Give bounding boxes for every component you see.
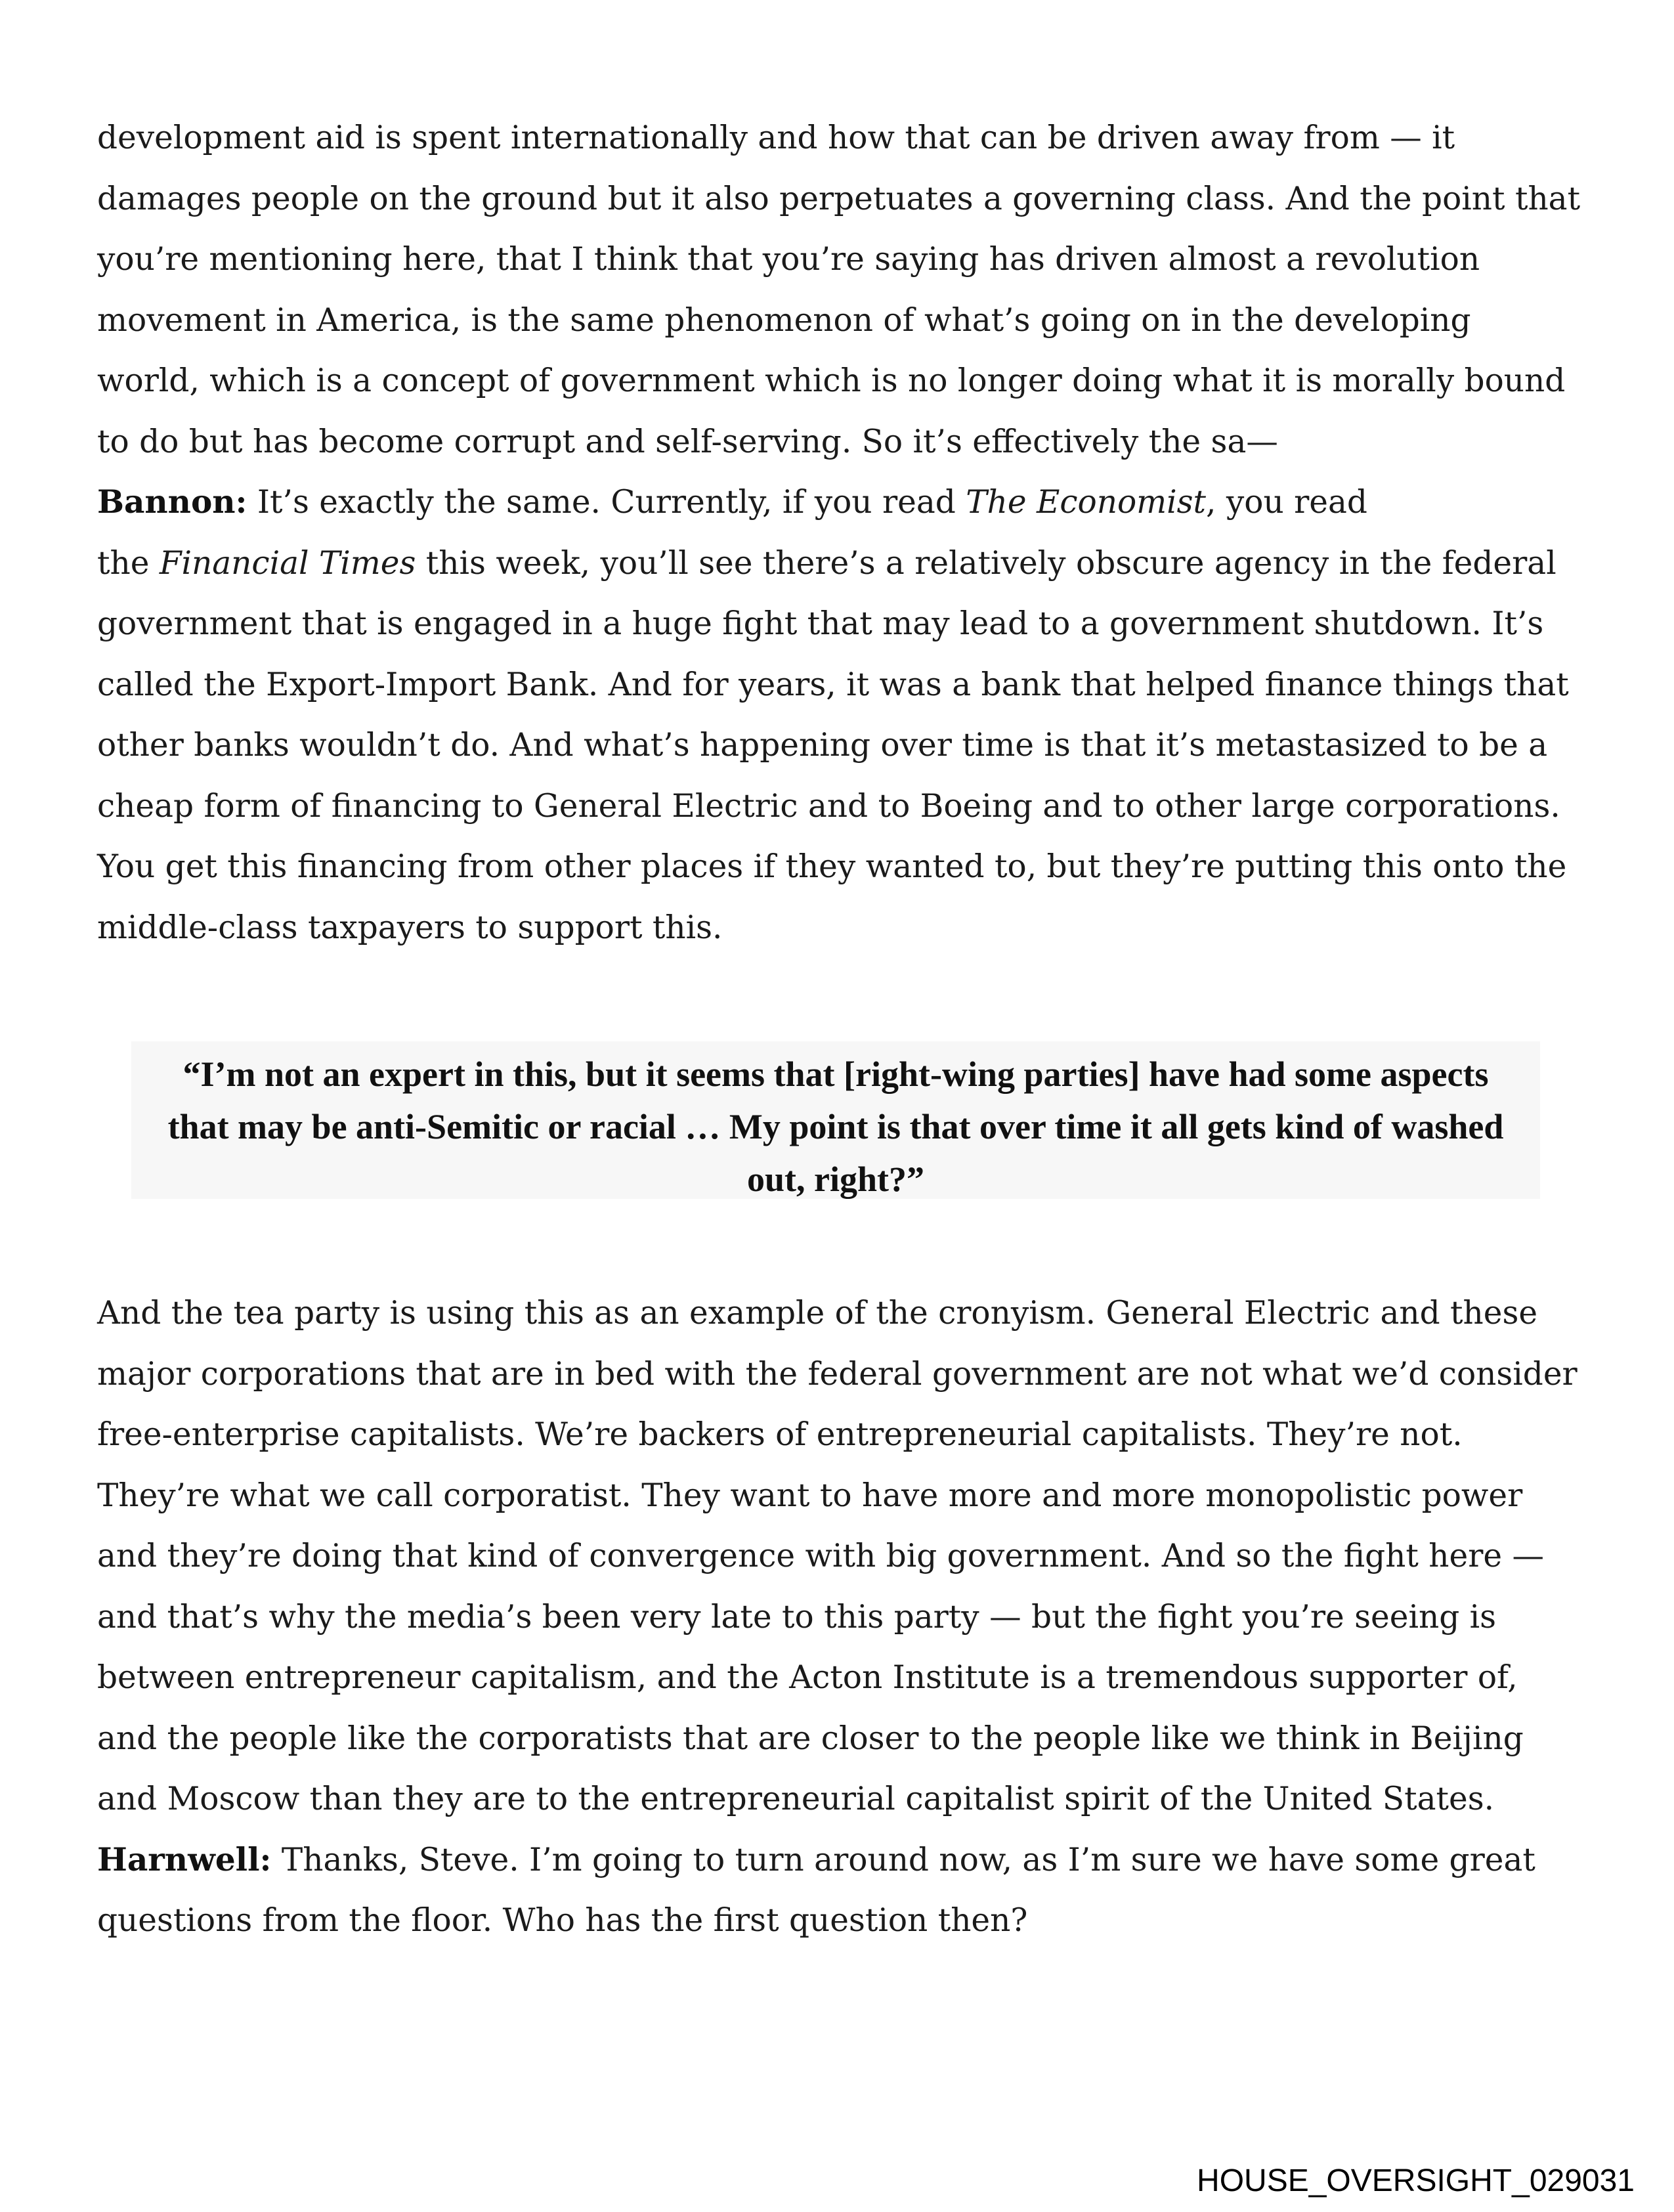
publication-title: The Economist	[966, 484, 1207, 521]
harnwell-line-1	[97, 1830, 1574, 1891]
text-line: middle-class taxpayers to support this.	[97, 909, 723, 946]
paragraph-intro	[97, 108, 1581, 958]
text-segment: Thanks, Steve. I’m going to turn around now, as I’m sure we have some great	[271, 1841, 1535, 1878]
text-line: development aid is spent internationally and how that can be driven away from — it	[97, 119, 1455, 156]
bannon-line-2	[97, 533, 1574, 594]
speaker-name-harnwell: Harnwell:	[97, 1840, 272, 1878]
text-line: damages people on the ground but it also perpetuates a governing class. And the point that	[97, 180, 1581, 217]
pullquote	[131, 1048, 1540, 1205]
text-line: and Moscow than they are to the entrepreneurial capitalist spirit of the United States.	[97, 1781, 1495, 1817]
text-segment: the	[97, 544, 160, 582]
text-line: world, which is a concept of government which is no longer doing what it is morally bound	[97, 362, 1566, 399]
text-line: and they’re doing that kind of convergence with big government. And so the fight here —	[97, 1538, 1545, 1574]
pullquote-line: out, right?”	[747, 1160, 924, 1199]
text-line: to do but has become corrupt and self-serving. So it’s effectively the sa—	[97, 423, 1278, 460]
bannon-line-1	[97, 472, 1574, 533]
text-line: free-enterprise capitalists. We’re backers of entrepreneurial capitalists. They’re not.	[97, 1416, 1463, 1453]
text-line: between entrepreneur capitalism, and the Acton Institute is a tremendous supporter of,	[97, 1659, 1518, 1696]
paragraph-tea-party	[97, 1283, 1577, 1951]
text-line: And the tea party is using this as an example of the cronyism. General Electric and these	[97, 1295, 1538, 1332]
text-line: and the people like the corporatists that are closer to the people like we think in Beijing	[97, 1720, 1524, 1757]
text-line: other banks wouldn’t do. And what’s happening over time is that it’s metastasized to be a	[97, 727, 1548, 764]
pullquote-line: that may be anti-Semitic or racial … My point is that over time it all gets kind of washed	[167, 1107, 1504, 1146]
text-line: you’re mentioning here, that I think that you’re saying has driven almost a revolution	[97, 241, 1480, 278]
text-line: cheap form of financing to General Electric and to Boeing and to other large corporations.	[97, 787, 1560, 825]
publication-title: Financial Times	[159, 544, 416, 582]
text-line: called the Export-Import Bank. And for years, it was a bank that helped finance things that	[97, 666, 1569, 703]
text-line: government that is engaged in a huge fight that may lead to a government shutdown. It’s	[97, 605, 1544, 642]
text-segment: It’s exactly the same. Currently, if you read	[247, 484, 966, 521]
pullquote-line: “I’m not an expert in this, but it seems that [right-wing parties] have had some aspects	[182, 1054, 1489, 1094]
text-segment: this week, you’ll see there’s a relatively obscure agency in the federal	[416, 544, 1556, 582]
document-id-stamp: HOUSE_OVERSIGHT_029031	[1197, 2163, 1635, 2198]
text-segment: , you read	[1206, 484, 1367, 521]
speaker-name-bannon: Bannon:	[97, 483, 247, 521]
text-line: major corporations that are in bed with the federal government are not what we’d consider	[97, 1355, 1577, 1393]
text-line: You get this financing from other places if they wanted to, but they’re putting this onto the	[97, 848, 1567, 885]
text-line: They’re what we call corporatist. They want to have more and more monopolistic power	[97, 1477, 1523, 1514]
text-line: and that’s why the media’s been very late to this party — but the fight you’re seeing is	[97, 1598, 1497, 1636]
text-line: questions from the floor. Who has the first question then?	[97, 1902, 1028, 1939]
text-line: movement in America, is the same phenomenon of what’s going on in the developing	[97, 301, 1471, 339]
